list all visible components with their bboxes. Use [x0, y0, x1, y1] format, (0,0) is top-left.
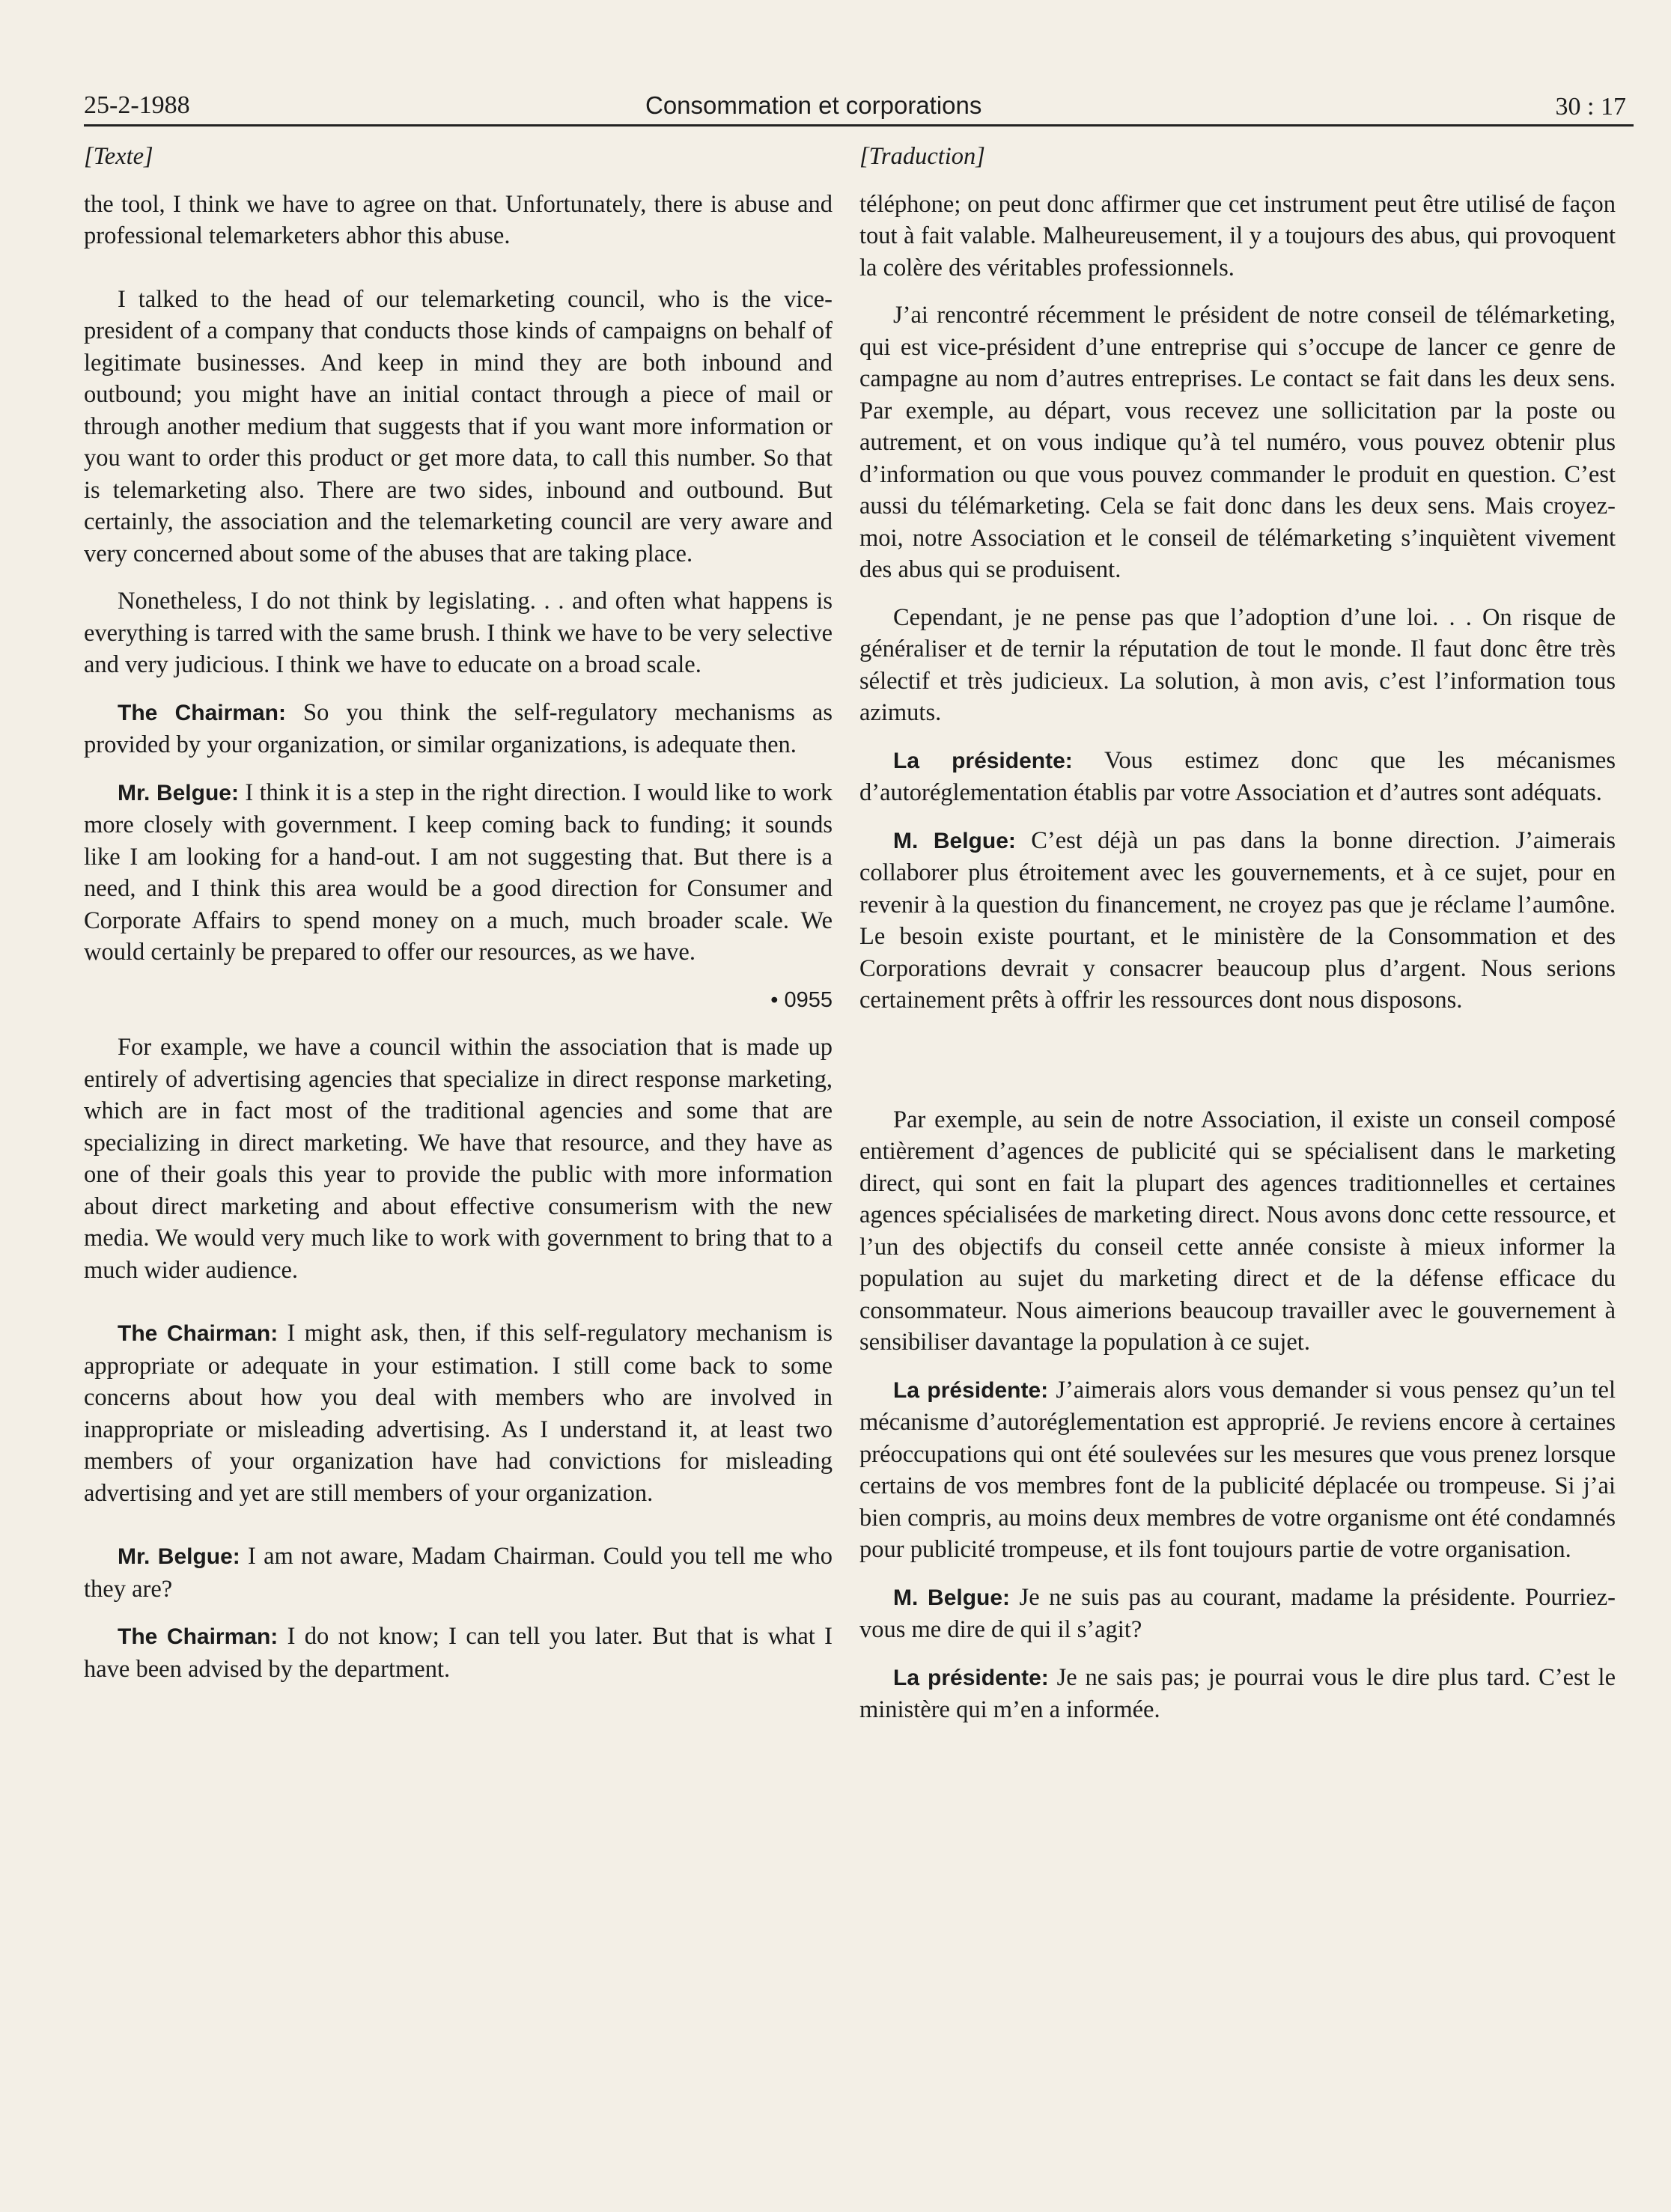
right-column-french: [859, 141, 1616, 1742]
speaker-name: La présidente:: [893, 1377, 1049, 1403]
spacer: [859, 1032, 1616, 1104]
speaker-name: M. Belgue:: [893, 828, 1016, 853]
paragraph: [84, 1621, 833, 1685]
page-header: [84, 82, 1634, 127]
left-column-english: [84, 141, 833, 1701]
header-date: 25-2-1988: [84, 91, 190, 119]
speech-text: J’aimerais alors vous demander si vous pensez qu’un tel mécanisme d’autoréglementation est approprié. Je reviens encore à certaines préoccupations qui ont été soulevées sur les mesures que vous prenez lorsque certains de vos membres font de la publicité déplacée ou trompeuse. Si j’ai bien compris, au moins deux membres de votre organisme ont été condamnés pour publicité trompeuse, et ils font toujours partie de votre organisation.: [859, 1376, 1616, 1563]
paragraph: Par exemple, au sein de notre Association, il existe un conseil composé entièrement d’agences de publicité qui se spécialisent dans le marketing direct, qui sont en fait la plupart des agences traditionnelles et certaines agences spécialisées de marketing direct. Nous avons donc cette ressource, et l’un des objectifs du conseil cette année consiste à mieux informer la population au sujet du marketing direct et de la défense efficace du consommateur. Nous aimerions beaucoup travailler avec le gouvernement à sensibiliser davantage la population à ce sujet.: [859, 1106, 1616, 1356]
paragraph: the tool, I think we have to agree on that. Unfortunately, there is abuse and professional telemarketers abhor this abuse.: [84, 190, 833, 249]
speech-text: Je ne sais pas; je pourrai vous le dire plus tard. C’est le ministère qui m’en a informée.: [859, 1663, 1616, 1723]
speaker-name: The Chairman:: [118, 1321, 278, 1346]
paragraph: [859, 825, 1616, 1017]
timestamp: • 0955: [770, 987, 833, 1012]
page-number: 30 : 17: [1555, 93, 1626, 121]
speaker-name: Mr. Belgue:: [118, 780, 239, 805]
speaker-name: M. Belgue:: [893, 1585, 1011, 1610]
speech-text: So you think the self-regulatory mechanisms as provided by your organization, or similar organizations, is adequate then.: [84, 698, 833, 758]
paragraph: For example, we have a council within the association that is made up entirely of advertising agencies that specialize in direct response marketing, which are in fact most of the traditional agencies and some that are specializing in direct marketing. We have that resource, and they have as one of their goals this year to provide the public with more information about direct marketing and about effective consumerism with the new media. We would very much like to work with government to bring that to a much wider audience.: [84, 1034, 833, 1284]
paragraph: téléphone; on peut donc affirmer que cet instrument peut être utilisé de façon tout à fait valable. Malheureusement, il y a toujours des abus, qui provoquent la colère des véritables professionnels.: [859, 190, 1616, 281]
speech-text: I think it is a step in the right direction. I would like to work more closely with government. I keep coming back to funding; it sounds like I am looking for a hand-out. I am not suggesting that. But there is a need, and I think this area would be a good direction for Consumer and Corporate Affairs to spend money on a much, much broader scale. We would certainly be prepared to offer our resources, as we have.: [84, 779, 833, 966]
speech-text: I might ask, then, if this self-regulatory mechanism is appropriate or adequate in your estimation. I still come back to some concerns about how you deal with members who are involved in inappropriate or misleading advertising. As I understand it, at least two members of your organization have had convictions for misleading advertising and yet are still members of your organization.: [84, 1320, 833, 1507]
paragraph: Cependant, je ne pense pas que l’adoption d’une loi. . . On risque de généraliser et de ternir la réputation de tout le monde. Il faut donc être très sélectif et très judicieux. La solution, à mon avis, c’est l’information tous azimuts.: [859, 603, 1616, 726]
language-tag: [Texte]: [84, 143, 153, 170]
speech-text: I do not know; I can tell you later. But that is what I have been advised by the department.: [84, 1623, 833, 1683]
paragraph: [859, 745, 1616, 809]
speaker-name: The Chairman:: [118, 1624, 278, 1649]
paragraph: I talked to the head of our telemarketing council, who is the vice-president of a company that conducts those kinds of campaigns on behalf of legitimate businesses. And keep in mind they are both inbound and outbound; you might have an initial contact through a piece of mail or through another medium that suggests that if you want more information or you want to order this product or get more data, to call this number. So that is telemarketing also. There are two sides, inbound and outbound. But certainly, the association and the telemarketing council are very aware and very concerned about some of the abuses that are taking place.: [84, 285, 833, 567]
paragraph: [84, 697, 833, 761]
speaker-name: La présidente:: [893, 1665, 1049, 1690]
paragraph: [84, 1541, 833, 1605]
speech-text: I am not aware, Madam Chairman. Could you tell me who they are?: [84, 1543, 833, 1603]
paragraph: [859, 1374, 1616, 1566]
speaker-name: The Chairman:: [118, 700, 286, 725]
paragraph: [859, 1662, 1616, 1726]
paragraph: [859, 1582, 1616, 1646]
speech-text: Je ne suis pas au courant, madame la présidente. Pourriez-vous me dire de qui il s’agit?: [859, 1583, 1616, 1643]
speaker-name: La présidente:: [893, 748, 1073, 773]
paragraph: J’ai rencontré récemment le président de notre conseil de télémarketing, qui est vice-président d’une entreprise qui s’occupe de lancer ce genre de campagne au nom d’autres entreprises. Le contact se fait dans les deux sens. Par exemple, au départ, vous recevez une sollicitation par la poste ou autrement, et on vous indique qu’à tel numéro, vous pouvez obtenir plus d’information ou que vous pouvez commander le produit en question. C’est aussi du télémarketing. Cela se fait donc dans les deux sens. Mais croyez-moi, notre Association et le conseil de télémarketing s’inquiètent vivement des abus qui se produisent.: [859, 302, 1616, 583]
speech-text: Vous estimez donc que les mécanismes d’autoréglementation établis par votre Association et d’autres sont adéquats.: [859, 746, 1616, 806]
speech-text: C’est déjà un pas dans la bonne direction. J’aimerais collaborer plus étroitement avec les gouvernements, et à ce sujet, pour en revenir à la question du financement, ne croyez pas que je réclame l’aumône. Le besoin existe pourtant, et le ministère de la Consommation et des Corporations devrait y consacrer beaucoup plus d’argent. Nous serions certainement prêts à offrir les ressources dont nous disposons.: [859, 826, 1616, 1014]
paragraph: [84, 777, 833, 969]
speaker-name: Mr. Belgue:: [118, 1544, 240, 1569]
language-tag: [Traduction]: [859, 143, 985, 170]
paragraph: [84, 1317, 833, 1509]
header-title: Consommation et corporations: [645, 91, 982, 119]
paragraph: Nonetheless, I do not think by legislating. . . and often what happens is everything is tarred with the same brush. I think we have to be very selective and very judicious. I think we have to educate on a broad scale.: [84, 588, 833, 678]
